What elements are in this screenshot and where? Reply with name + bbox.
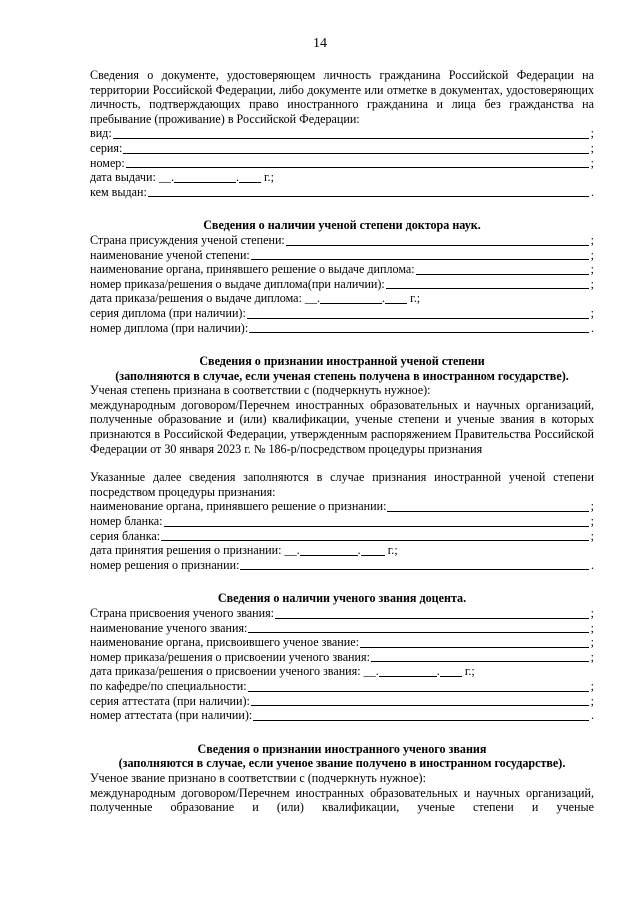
foreign-degree-note: Указанные далее сведения заполняются в случае признания иностранной ученой степени посредством процедуры признания:: [90, 470, 594, 499]
foreign-degree-subheading: (заполняются в случае, если ученая степень получена в иностранном государстве).: [115, 368, 569, 383]
foreign-title-heading: Сведения о признании иностранного ученого звания: [197, 741, 487, 756]
doctor-order-number-field[interactable]: номер приказа/решения о выдаче диплома(при наличии): ;: [90, 276, 594, 291]
doctor-diploma-series-field[interactable]: серия диплома (при наличии): ;: [90, 305, 594, 320]
page-number: 14: [313, 36, 327, 51]
doctor-order-date-field[interactable]: дата приказа/решения о выдаче диплома: __. . г.;: [90, 291, 421, 306]
doctor-country-field[interactable]: Страна присуждения ученой степени: ;: [90, 232, 594, 247]
foreign-degree-basis: Ученая степень признана в соответствии с (подчеркнуть нужное):: [90, 383, 431, 398]
identity-issued-by-field[interactable]: кем выдан: .: [90, 184, 594, 199]
recognition-date-field[interactable]: дата принятия решения о признании: __. . г.;: [90, 543, 398, 558]
docent-order-number-field[interactable]: номер приказа/решения о присвоении ученого звания: ;: [90, 649, 594, 664]
docent-certificate-series-field[interactable]: серия аттестата (при наличии): ;: [90, 693, 594, 708]
identity-type-field[interactable]: вид: ;: [90, 126, 594, 141]
doctor-degree-heading: Сведения о наличии ученой степени доктора наук.: [203, 218, 481, 233]
identity-issue-date-field[interactable]: дата выдачи: __. . г.;: [90, 170, 275, 185]
identity-doc-intro: Сведения о документе, удостоверяющем личность гражданина Российской Федерации на территории Российской Федерации, либо документе или отметке в документах, удостоверяющих личность, подтверждающих право иностранного гражданина и лица без гражданства на пребывание (проживание) в Российской Федерации:: [90, 68, 594, 126]
form-number-field[interactable]: номер бланка: ;: [90, 514, 594, 529]
recognition-authority-field[interactable]: наименование органа, принявшего решение о признании: ;: [90, 499, 594, 514]
doctor-degree-name-field[interactable]: наименование ученой степени: ;: [90, 247, 594, 262]
docent-authority-field[interactable]: наименование органа, присвоившего ученое звание: ;: [90, 635, 594, 650]
identity-series-field[interactable]: серия: ;: [90, 140, 594, 155]
docent-certificate-number-field[interactable]: номер аттестата (при наличии): .: [90, 708, 594, 723]
page-content: [90, 68, 594, 815]
doctor-diploma-number-field[interactable]: номер диплома (при наличии): .: [90, 320, 594, 335]
docent-title-heading: Сведения о наличии ученого звания доцента.: [217, 591, 467, 606]
foreign-title-basis: Ученое звание признано в соответствии с (подчеркнуть нужное):: [90, 770, 426, 785]
foreign-degree-heading: Сведения о признании иностранной ученой степени: [199, 354, 485, 369]
foreign-title-subheading: (заполняются в случае, если ученое звание получено в иностранном государстве).: [118, 756, 566, 771]
foreign-title-basis-text: международным договором/Перечнем иностранных образовательных и научных организаций, полученные образование и (или) квалификации, ученые степени и ученые: [90, 785, 594, 815]
form-series-field[interactable]: серия бланка: ;: [90, 528, 594, 543]
recognition-number-field[interactable]: номер решения о признании: .: [90, 557, 594, 572]
docent-order-date-field[interactable]: дата приказа/решения о присвоении ученого звания: __. . г.;: [90, 664, 475, 679]
docent-title-name-field[interactable]: наименование ученого звания: ;: [90, 620, 594, 635]
docent-department-field[interactable]: по кафедре/по специальности: ;: [90, 678, 594, 693]
docent-country-field[interactable]: Страна присвоения ученого звания: ;: [90, 606, 594, 620]
foreign-degree-basis-text: международным договором/Перечнем иностранных образовательных и научных организаций, полученные образование и (или) квалификации, ученые степени и ученые звания в которых признаются в Российской Федерации, утвержденным распоряжением Правительства Российской Федерации от 30 января 2023 г. № 186-р/посредством процедуры признания: [90, 397, 594, 456]
doctor-authority-field[interactable]: наименование органа, принявшего решение о выдаче диплома: ;: [90, 262, 594, 277]
identity-number-field[interactable]: номер: ;: [90, 155, 594, 170]
